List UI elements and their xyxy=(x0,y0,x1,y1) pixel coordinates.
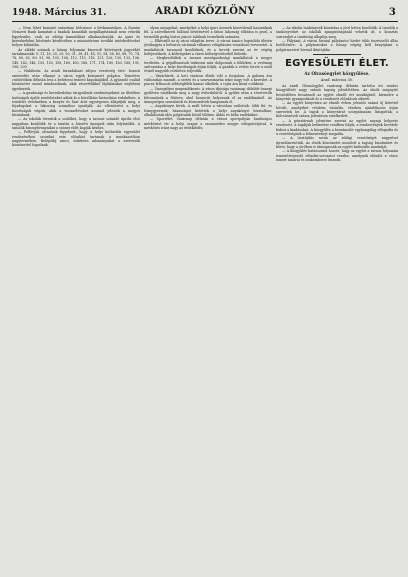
paragraph: — Nem lehet kamatot számítani kölcsönre a bérkamatokon. A Román Nemzeti Bank kamatait a bankok kamatláb megállapításánál nem vehetik figyelembe, csak az eddigi kamatlábat alkalmazhatják. Az ipari és kereskedelmi hitelezés kérdésében a minisztérium további intézkedéseket helyez kilátásba. xyxy=(12,26,140,48)
paragraph: — Megkezdődtek a tavaszi mezőgazdasági munkálatok a megye területén. A gépállomások traktorai már dolgoznak a földeken, a vetőmag szétosztása a helyi bizottságok útján folyik. A gazdák a vetési tervet a múlt évinél nagyobb területen teljesítik. xyxy=(144,56,272,74)
header-date: 1948. Március 31. xyxy=(12,8,107,18)
paragraph: — Az iskolai tankönyvek kiosztása a jövő héten kezdődik. A tanulók a tankönyveket az iskolák igazgatóságánál vehetik át, a kiosztás sorrendjét a tanítóság állapítja meg. xyxy=(276,26,398,39)
column-2 xyxy=(144,26,272,567)
paragraph: — Anyakönyvi hírek. A múlt héten a városban születtek: több fiú- és leánygyermek; házasságot kötöttek a helyi anyakönyvi hivatalban; elhaláloztak idős polgáraink közül többen. Áldás és béke emlékükre. xyxy=(144,104,272,117)
paragraph: — A közgyűlés határozatot hozott, hogy az egylet a tavasz folyamán ismeretterjesztő előadás-sorozatot rendez, amelynek előadói a város ismert tanárai és szakemberei lesznek. xyxy=(276,149,398,162)
paragraph: — Vásárhírek. A heti vásáron élénk volt a forgalom. A gabona ára változatlan maradt, a sertés és a szarvasmarha iránt nagy volt a kereslet. A piacra felhozott zöldségfélék hamar elkeltek, a tojás ára kissé csökkent. xyxy=(144,73,272,87)
page-header xyxy=(12,5,398,22)
paragraph: Az aradi Olvasóegylet vasárnap délután tartotta évi rendes közgyűlését nagy számú tagság jelenlétében. Az elnök megnyitó beszédében beszámolt az egylet elmúlt évi munkájáról, kiemelve a könyvtár gyarapodását és a rendezett előadások sikerét. xyxy=(276,84,398,102)
paragraph: — Sportélet. Vasárnap délután a városi sportpályán barátságos mérkőzést vív a helyi csapat a szomszédos megye válogatottjával. A mérkőzés iránt nagy az érdeklődés. xyxy=(144,117,272,130)
paragraph: Az alábbi számok a hónap folyamán kisorsolt kötvények jegyzékét tartalmazzák: 9, 11, 16, 25, 29, 30, 31, 38, 41, 45, 51, 54, 56, 63, 68, 70, 74, 78, 80, 82, 89, 91, 96, 103, 108, 112, 115, 118, 121, 126, 130, 133, 136, 140, 142, 148, 150, 155, 158, 160, 163, 168, 171, 174, 180, 183, 188, 191, 196, 200. xyxy=(12,47,140,70)
column-1 xyxy=(12,26,140,567)
paragraph: — Az iskolák értesítik a szülőket, hogy a tavaszi szünidő április első napjaiban kezdődik és a tanítás a húsvéti ünnepek után folytatódik. A tanulók bizonyítványaikat a szünet előtt kapják kézhez. xyxy=(12,117,140,130)
paragraph: — A tisztújítás során az eddigi vezetőséget nagyrészt újraválasztották. Az elnök köszönetet mondott a tagság bizalmáért és kérte, hogy a jövőben is támogassák az egylet kulturális munkáját. xyxy=(276,136,398,149)
column-3 xyxy=(276,26,398,567)
paragraph: — A pénztárnok jelentése szerint az egylet anyagi helyzete rendezett. A tagdíjak befizetése rendben folyik, a rendezvények bevétele fedezi a kiadásokat. A közgyűlés a beszámolót egyhangúlag elfogadta és a vezetőségnek a felmentvényt megadta. xyxy=(276,118,398,136)
paragraph: — Ünnepélyes megemlékezés. A város ifjúsága vasárnap délelőtt ünnepi gyűlésen emlékezik meg a nagy évfordulóról. A gyűlés után a résztvevők felvonulnak a főtéren, ahol koszorút helyeznek el az emlékműnél. Az ünnepségen szavalatok és kórusművek hangzanak el. xyxy=(144,86,272,104)
paragraph: — A gazdasági és kereskedelmi tárgyalások eredményeként az illetékes hatóságok újabb rendeleteket adtak ki a közellátás biztosítása érdekében. A rendelet értelmében a kenyér és liszt árát egységesen állapítják meg, a fejadagokat a lakosság számához igazítják. Az ellenőrzést a helyi bizottságok végzik, akik a visszaéléseket azonnal jelentik a megyei hivatalnak. xyxy=(12,91,140,117)
paragraph: olyan anyagokat, amelyeket a helyi ipari üzemek közvetlenül használnak fel. A szövetkezeti hálózat bővítésével a falusi lakosság ellátása is javul, a termelők pedig biztos piacot találnak termékeik számára. xyxy=(144,26,272,39)
paragraph: — Felhívjuk olvasóink figyelmét, hogy a helyi kulturális egyesület rendezésében szombat este előadást tartanak a munkásotthon nagytermében. Belépődíj nincs, önkéntes adományokat a szervezők köszönettel fogadnak. xyxy=(12,130,140,148)
paragraph: — Az egylet könyvtára az elmúlt évben jelentős számú új kötettel bővült, amelyeket részben vásárlás, részben ajándékozás útján szereztek be. A tagok a könyvtárat szorgalmasan látogatták, a kölcsönzések száma jelentősen emelkedett. xyxy=(276,101,398,119)
notice-body xyxy=(276,84,398,162)
section-subheading: Az Olvasóegylet közgyűlése. xyxy=(304,71,370,77)
header-title: ARADI KÖZLÖNY xyxy=(155,6,255,17)
dateline: Arad, március 30. xyxy=(320,77,354,82)
section-heading: EGYESÜLETI ÉLET. xyxy=(285,58,389,70)
divider xyxy=(313,54,362,55)
paragraph: — Halálozás. Az aradi társadalmat súlyos veszteség érte: hosszú szenvedés után elhunyt a város egyik közismert polgára. Temetése csütörtökön délután lesz a belvárosi temető kápolnájából. A gyászoló család köszönetet mond mindazoknak, akik részvétükkel fájdalmukat enyhíteni igyekeztek. xyxy=(12,69,140,91)
paragraph: — Pályázat. A városi hivatal pályázatot hirdet több tisztviselői állás betöltésére. A pályázatokat a hónap végéig kell benyújtani a polgármesteri hivatal iktatójába. xyxy=(276,39,398,52)
page-number: 3 xyxy=(388,7,396,18)
paragraph: — Elkészült az új utcai világítás terve. A városi tanács legutóbbi ülésén jóváhagyta a belváros utcáinak villamos világítására vonatkozó tervezetet. A munkálatok tavasszal kezdődnek, és a tervek szerint az év végéig befejeződnek. A költségeket a város költségvetéséből fedezik. xyxy=(144,39,272,57)
